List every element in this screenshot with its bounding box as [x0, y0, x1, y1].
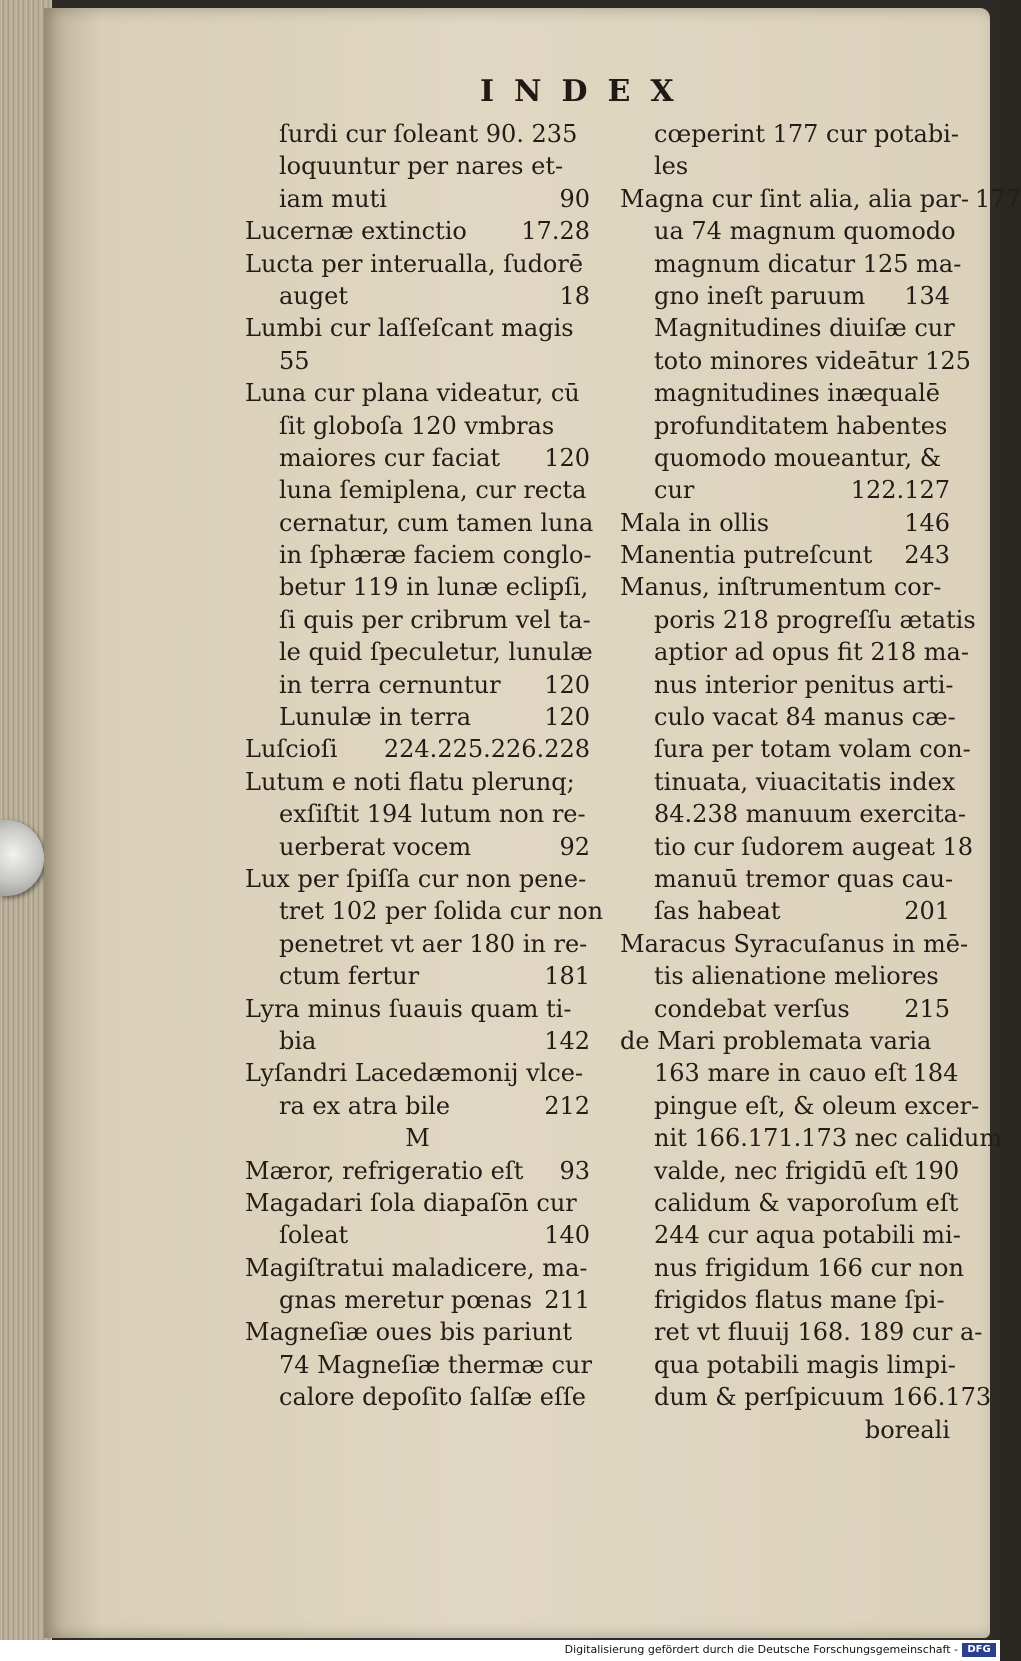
entry-text: Manentia putreſcunt	[620, 541, 873, 570]
entry-text: ſit globoſa 120 vmbras	[279, 411, 555, 440]
index-entry-line	[245, 701, 590, 733]
index-entry-line	[620, 312, 955, 344]
entry-text: ſas habeat	[654, 897, 781, 926]
index-entry-line	[245, 312, 590, 344]
entry-page-number: 201	[904, 897, 950, 926]
entry-text: Magadari ſola diapaſōn cur	[245, 1188, 577, 1217]
entry-text: Lyſandri Lacedæmonij vlce-	[245, 1059, 584, 1088]
index-entry-line	[245, 507, 594, 539]
entry-text: les	[654, 152, 689, 181]
index-entry-line	[245, 1155, 590, 1187]
entry-text: Lutum e noti flatu plerunq;	[245, 767, 575, 796]
entry-page-number: 184	[912, 1059, 959, 1088]
entry-page-number: 93	[559, 1156, 590, 1185]
entry-text: Mala in ollis	[620, 508, 770, 537]
entry-text: in ſphæræ faciem conglo-	[279, 541, 592, 570]
entry-page-number: 243	[904, 541, 950, 570]
index-entry-line	[620, 863, 954, 895]
entry-text: exſiſtit 194 lutum non re-	[279, 800, 586, 829]
index-entry-line	[245, 1284, 590, 1316]
index-entry-line	[620, 1284, 950, 1316]
entry-page-number: 18	[559, 281, 590, 310]
entry-text: gnas meretur pœnas	[279, 1286, 533, 1315]
index-entry-line	[620, 636, 969, 668]
entry-page-number: 92	[559, 832, 590, 861]
index-entry-line	[620, 1252, 964, 1284]
entry-text: ra ex atra bile	[279, 1091, 451, 1120]
entry-text: M	[405, 1124, 430, 1153]
entry-text: nit 166.171.173 nec calidum	[654, 1124, 1003, 1153]
index-entry-line	[245, 118, 590, 150]
index-entry-line	[245, 733, 590, 765]
index-entry-line	[245, 1349, 590, 1381]
entry-page-number: 122.127	[850, 476, 950, 505]
entry-text: valde, nec frigidū eſt	[654, 1156, 908, 1185]
entry-page-number: 224.225.226.228	[383, 735, 590, 764]
entry-text: Lux per ſpiſſa cur non pene-	[245, 864, 587, 893]
entry-text: quomodo moueantur, &	[654, 443, 942, 472]
index-entry-line	[245, 571, 590, 603]
index-entry-line	[245, 604, 590, 636]
entry-text: tis alienatione meliores	[654, 962, 939, 991]
entry-text: 55	[279, 346, 310, 375]
index-entry-line	[245, 863, 590, 895]
entry-text: dum & perſpicuum 166.173	[654, 1383, 992, 1412]
entry-text: nus interior penitus arti-	[654, 670, 954, 699]
entry-text: le quid ſpeculetur, lunulæ	[279, 638, 593, 667]
index-entry-line	[620, 669, 954, 701]
entry-text: Magiſtratui maladicere, ma-	[245, 1253, 588, 1282]
index-entry-line	[245, 669, 590, 701]
index-entry-line	[245, 1219, 590, 1251]
entry-text: 163 mare in cauo eſt	[654, 1059, 907, 1088]
index-entry-line	[245, 636, 593, 668]
index-entry-line	[620, 377, 950, 409]
entry-text: bia	[279, 1026, 317, 1055]
index-entry-line	[620, 118, 959, 150]
entry-page-number: 120	[544, 443, 590, 472]
entry-text: Magna cur ſint alia, alia par-	[620, 184, 970, 213]
entry-text: tio cur ſudorem augeat 18	[654, 832, 974, 861]
entry-page-number: 211	[544, 1286, 590, 1315]
index-entry-line	[245, 1381, 590, 1413]
entry-text: condebat verſus	[654, 994, 850, 1023]
index-entry-line	[620, 1381, 992, 1413]
entry-text: aptior ad opus fit 218 ma-	[654, 638, 969, 667]
entry-text: Magnitudines diuiſæ cur	[654, 314, 955, 343]
index-entry-line	[620, 604, 976, 636]
entry-text: qua potabili magis limpi-	[654, 1350, 956, 1379]
index-entry-line	[620, 1349, 956, 1381]
index-entry-line	[245, 1057, 590, 1089]
entry-text: magnitudines inæqualē	[654, 379, 941, 408]
entry-page-number: 215	[904, 994, 950, 1023]
index-entry-line	[620, 701, 956, 733]
entry-text: Manus, inſtrumentum cor-	[620, 573, 942, 602]
index-entry-line	[620, 1090, 980, 1122]
index-entry-line	[620, 183, 1021, 215]
index-entry-line	[620, 248, 962, 280]
index-entry-line	[245, 215, 590, 247]
index-entry-line	[245, 183, 590, 215]
index-entry-line	[245, 442, 590, 474]
entry-text: ſi quis per cribrum vel ta-	[279, 605, 591, 634]
index-entry-line	[620, 733, 971, 765]
entry-text: pingue eſt, & oleum excer-	[654, 1091, 980, 1120]
entry-text: gno ineſt paruum	[654, 281, 866, 310]
entry-text: Lumbi cur laſſeſcant magis	[245, 314, 574, 343]
index-entry-line	[620, 539, 950, 571]
index-entry-line	[620, 442, 950, 474]
entry-text: betur 119 in lunæ eclipſi,	[279, 573, 589, 602]
entry-text: tinuata, viuacitatis index	[654, 767, 956, 796]
index-entry-line	[245, 928, 590, 960]
entry-text: tret 102 per ſolida cur non	[279, 897, 604, 926]
index-entry-line	[620, 507, 950, 539]
index-entry-line	[245, 248, 590, 280]
index-entry-line	[245, 377, 590, 409]
index-entry-line	[620, 798, 967, 830]
entry-text: Lucernæ extinctio	[245, 217, 467, 246]
index-entry-line	[620, 571, 950, 603]
index-entry-line	[245, 1025, 590, 1057]
index-entry-line	[620, 150, 950, 182]
index-entry-line	[620, 1414, 950, 1446]
entry-text: 74 Magneſiæ thermæ cur	[279, 1350, 592, 1379]
entry-text: culo vacat 84 manus cæ-	[654, 703, 956, 732]
entry-page-number: 146	[904, 508, 950, 537]
index-entry-line	[620, 895, 950, 927]
index-entry-line	[245, 1187, 590, 1219]
entry-text: de Mari problemata varia	[620, 1026, 932, 1055]
entry-page-number: 177	[975, 184, 1021, 213]
index-entry-line	[245, 766, 590, 798]
entry-text: frigidos flatus mane ſpi-	[654, 1286, 945, 1315]
entry-page-number: 17.28	[521, 217, 590, 246]
entry-text: Lucta per interualla, ſudorē	[245, 249, 584, 278]
dfg-logo: DFG	[962, 1643, 996, 1657]
entry-text: 244 cur aqua potabili mi-	[654, 1221, 961, 1250]
entry-text: ret vt fluuij 168. 189 cur a-	[654, 1318, 983, 1347]
entry-page-number: 181	[544, 962, 590, 991]
index-entry-line	[245, 280, 590, 312]
entry-text: nus frigidum 166 cur non	[654, 1253, 964, 1282]
entry-page-number: 90	[559, 184, 590, 213]
entry-page-number: 142	[544, 1026, 590, 1055]
entry-text: ctum fertur	[279, 962, 420, 991]
index-entry-line	[620, 1155, 960, 1187]
index-entry-line	[245, 1252, 590, 1284]
entry-text: profunditatem habentes	[654, 411, 948, 440]
index-entry-line	[620, 1122, 1003, 1154]
entry-text: Magneſiæ oues bis pariunt	[245, 1318, 573, 1347]
index-entry-line	[620, 831, 974, 863]
entry-page-number: 190	[913, 1156, 960, 1185]
index-entry-line	[245, 345, 590, 377]
entry-text: Luna cur plana videatur, cū	[245, 379, 580, 408]
entry-text: Lyra minus ſuauis quam ti-	[245, 994, 572, 1023]
index-entry-line	[620, 215, 956, 247]
index-entry-line	[620, 1219, 961, 1251]
index-entry-line	[620, 345, 971, 377]
entry-page-number: 140	[544, 1221, 590, 1250]
index-entry-line	[245, 895, 604, 927]
index-entry-line	[245, 410, 590, 442]
entry-text: 84.238 manuum exercita-	[654, 800, 967, 829]
index-entry-line	[245, 1122, 590, 1154]
entry-page-number: 120	[544, 703, 590, 732]
index-entry-line	[620, 928, 969, 960]
entry-text: magnum dicatur 125 ma-	[654, 249, 962, 278]
entry-text: calidum & vaporoſum eſt	[654, 1188, 959, 1217]
entry-page-number: 134	[904, 281, 950, 310]
index-entry-line	[245, 1316, 590, 1348]
entry-text: ua 74 magnum quomodo	[654, 217, 956, 246]
entry-text: iam muti	[279, 184, 387, 213]
entry-text: boreali	[864, 1415, 950, 1444]
left-column	[245, 118, 604, 1414]
entry-text: poris 218 progreſſu ætatis	[654, 605, 976, 634]
right-column	[620, 118, 1021, 1446]
index-entry-line	[245, 150, 590, 182]
entry-text: loquuntur per nares et-	[279, 152, 564, 181]
entry-text: manuū tremor quas cau-	[654, 864, 954, 893]
index-entry-line	[620, 1025, 950, 1057]
index-entry-line	[620, 1316, 983, 1348]
index-entry-line	[620, 410, 950, 442]
index-entry-line	[620, 474, 950, 506]
running-head: INDEX	[480, 74, 694, 109]
entry-text: toto minores videātur 125	[654, 346, 971, 375]
entry-text: luna ſemiplena, cur recta	[279, 476, 587, 505]
entry-text: Luſcioſi	[245, 735, 338, 764]
index-entry-line	[245, 539, 590, 571]
entry-text: in terra cernuntur	[279, 670, 501, 699]
index-entry-line	[620, 1057, 959, 1089]
index-entry-line	[620, 960, 950, 992]
index-entry-line	[245, 474, 590, 506]
entry-text: Lunulæ in terra	[279, 703, 472, 732]
index-entry-line	[245, 831, 590, 863]
index-entry-line	[620, 1187, 959, 1219]
index-entry-line	[620, 766, 956, 798]
entry-text: ſurdi cur ſoleant 90. 235	[279, 120, 578, 148]
entry-text: Mæror, refrigeratio eſt	[245, 1156, 524, 1185]
index-entry-line	[245, 798, 590, 830]
index-entry-line	[245, 1090, 590, 1122]
index-entry-line	[620, 280, 950, 312]
entry-page-number: 120	[544, 670, 590, 699]
index-entry-line	[245, 960, 590, 992]
entry-text: cœperint 177 cur potabi-	[654, 120, 959, 148]
index-entry-line	[245, 993, 590, 1025]
entry-text: cur	[654, 476, 695, 505]
index-entry-line	[620, 993, 950, 1025]
entry-text: Maracus Syracuſanus in mē-	[620, 929, 969, 958]
entry-text: ſura per totam volam con-	[654, 735, 971, 764]
entry-text: cernatur, cum tamen luna	[279, 508, 594, 537]
entry-text: calore depoſito ſalſæ eſſe	[279, 1383, 586, 1412]
entry-text: penetret vt aer 180 in re-	[279, 929, 588, 958]
entry-text: maiores cur faciat	[279, 443, 501, 472]
entry-text: uerberat vocem	[279, 832, 472, 861]
entry-text: auget	[279, 281, 348, 310]
footer-credit: Digitalisierung gefördert durch die Deutsche Forschungsgemeinschaft -	[564, 1643, 958, 1656]
entry-page-number: 212	[544, 1091, 590, 1120]
entry-text: ſoleat	[279, 1221, 349, 1250]
